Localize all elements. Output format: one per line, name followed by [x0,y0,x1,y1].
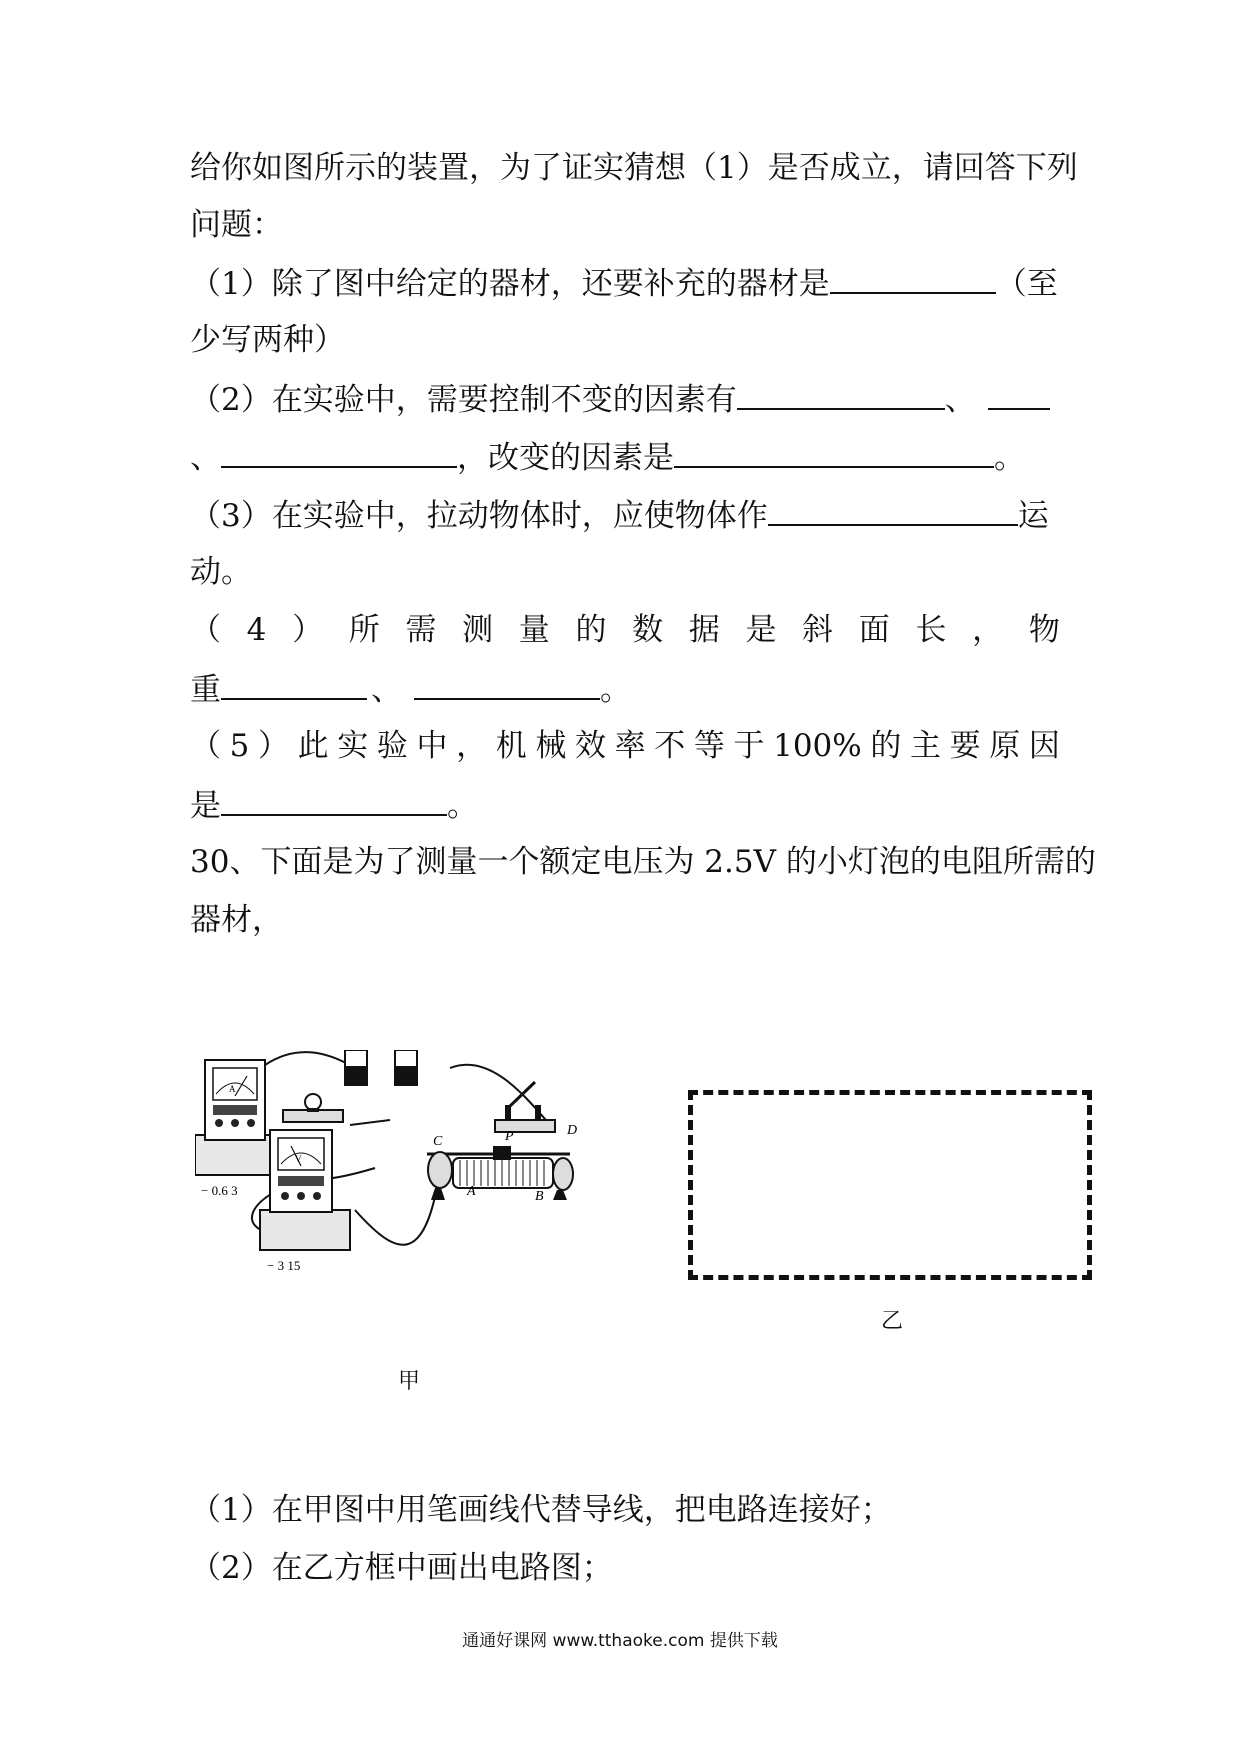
q5-char: 中 [416,728,448,764]
footer-credit: 通通好课网 www.tthaoke.com 提供下载 [462,1631,778,1651]
q5-line-1 [190,726,1060,766]
q2-sep-2: 、 [190,440,221,476]
q5-char: 原 [989,728,1021,764]
q4-char: 量 [518,612,550,648]
q4-char: 长 [915,612,947,648]
q2-line-1 [190,378,1060,420]
q4-char: 需 [405,612,437,648]
q30-line-2: 器材， [190,902,283,938]
q4-char: 据 [688,612,720,648]
q1-line-1 [190,262,1060,304]
q3-line-1 [190,494,1060,536]
circuit-diagram-box[interactable] [688,1090,1092,1280]
q5-char: ） [257,728,289,764]
figure-yi-caption: 乙 [881,1309,904,1334]
q2-text: （2）在实验中，需要控制不变的因素有 [190,382,737,418]
q5-char: 机 [495,728,527,764]
q4-char: ） [292,612,324,648]
q4-char: （ [190,612,221,648]
q3-line-2: 动。 [190,554,252,590]
q4-char: 斜 [802,612,834,648]
q2-blank-3[interactable] [221,436,457,468]
q5-char: 验 [376,728,408,764]
rheostat-label-b: B [535,1189,544,1204]
rheostat-label-d: D [567,1123,578,1138]
q4-text: 重 [190,672,221,708]
q1-answer-blank[interactable] [830,262,996,294]
q3-answer-blank[interactable] [768,494,1018,526]
voltmeter-terminals: − 3 15 [267,1258,301,1273]
q5-char: 等 [693,728,725,764]
q4-blank-1[interactable] [221,668,367,700]
q5-char: 要 [949,728,981,764]
q30-line-1: 30、下面是为了测量一个额定电压为 2.5V 的小灯泡的电阻所需的 [190,844,1096,880]
q4-char: 物 [1028,612,1060,648]
q5-char: （ [190,728,221,764]
q5-line-2 [190,784,1060,826]
q1-text: （1）除了图中给定的器材，还要补充的器材是 [190,266,830,302]
intro-line-1: 给你如图所示的装置，为了证实猜想（1）是否成立，请回答下列 [190,150,1078,186]
q1-note: （至 [995,266,1058,302]
q4-char: 是 [745,612,777,648]
q4-blank-2[interactable] [414,668,600,700]
voltmeter-symbol: V [295,1154,302,1164]
q4-char: 的 [575,612,607,648]
q1-line-2: 少写两种） [190,322,345,358]
lamp-holder [283,1094,343,1122]
q5-char: 械 [535,728,567,764]
q2-blank-1[interactable] [737,378,945,410]
q4-end: 。 [600,672,631,708]
figure-jia-caption: 甲 [398,1369,421,1394]
q5-char: 率 [614,728,646,764]
sub-question-2: （2）在乙方框中画出电路图； [190,1550,613,1586]
q5-char: 不 [654,728,686,764]
q5-char: 实 [337,728,369,764]
sliding-rheostat [427,1123,577,1204]
intro-line-2: 问题： [190,207,283,243]
q5-char: 于 [733,728,765,764]
q5-char: 此 [297,728,329,764]
q3-text: （3）在实验中，拉动物体时，应使物体作 [190,498,768,534]
q5-answer-blank[interactable] [221,784,447,816]
q5-char: ， [456,728,488,764]
q2-blank-4[interactable] [674,436,994,468]
rheostat-label-p: P [505,1129,514,1144]
q4-char: 测 [462,612,494,648]
circuit-apparatus-figure [195,1050,660,1310]
q4-char: 所 [348,612,380,648]
q5-char: 因 [1028,728,1060,764]
q4-char: ， [972,612,1004,648]
knife-switch [495,1082,555,1132]
q4-char: 面 [858,612,890,648]
ammeter [195,1060,280,1175]
q5-char: 5 [229,728,250,764]
q4-line-2 [190,668,1060,710]
q2-line-2 [190,436,1060,478]
q5-char: 的 [870,728,902,764]
q4-char: 4 [246,612,267,648]
q2-sep-1: 、 [944,382,976,418]
q4-char: 数 [632,612,664,648]
ammeter-symbol: A [229,1084,236,1094]
sub-question-1: （1）在甲图中用笔画线代替导线，把电路连接好； [190,1492,892,1528]
battery [395,1050,417,1085]
voltmeter [260,1130,350,1250]
q5-char: 效 [574,728,606,764]
q3-tail: 运 [1017,498,1049,534]
q5-char: 100% [773,728,862,764]
q2-end: 。 [994,440,1025,476]
rheostat-label-c: C [433,1134,443,1149]
battery [345,1050,367,1085]
q2-blank-2[interactable] [988,378,1050,410]
ammeter-terminals: − 0.6 3 [201,1183,238,1198]
q5-end: 。 [447,788,478,824]
q4-sep: 、 [371,672,402,708]
q4-line-1 [190,610,1060,650]
rheostat-label-a: A [467,1184,476,1199]
q5-text: 是 [190,788,221,824]
q2-text-2: ，改变的因素是 [457,440,674,476]
q5-char: 主 [910,728,941,764]
